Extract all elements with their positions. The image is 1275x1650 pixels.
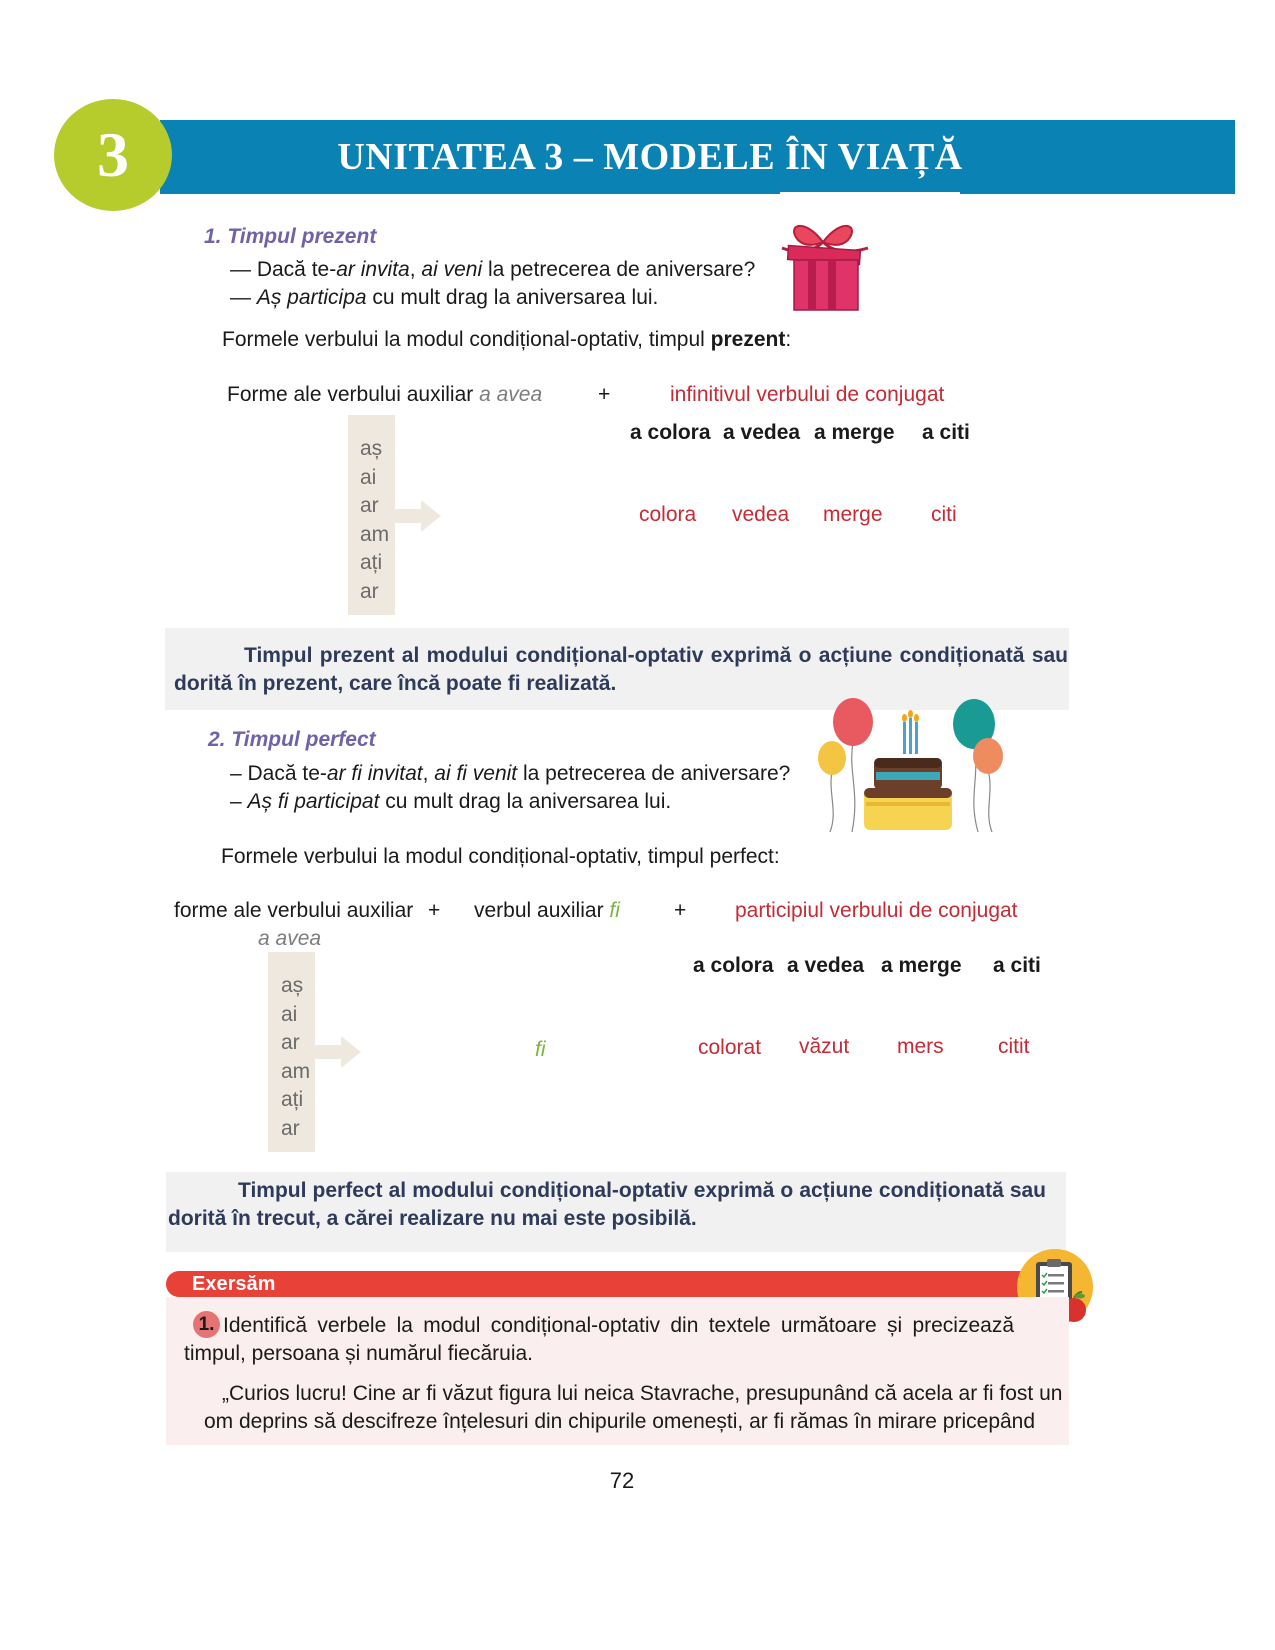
aux-form: ar: [281, 1116, 300, 1140]
dialog-verb: Aș participa: [256, 286, 367, 309]
present-form-citi: citi: [931, 503, 957, 526]
aux-form: ați: [360, 551, 383, 574]
present-verb-colora: a colora: [630, 421, 711, 444]
present-infinitive-label: infinitivul verbului de conjugat: [670, 383, 945, 406]
aux-form: ai: [281, 1002, 298, 1026]
present-dialog-line-1: [230, 258, 755, 282]
perfect-participle-label: participiul verbului de conjugat: [735, 899, 1018, 922]
perfect-verb-citi: a citi: [993, 954, 1041, 977]
exercise-task: Identifică verbele la modul condițional-optativ din textele următoare și precizează timpul, persoana și numărul fiecăruia.: [184, 1314, 1014, 1365]
dialog-dash: —: [230, 286, 257, 309]
perfect-dialog-line-2: [230, 790, 671, 814]
exercise-header-bar: [166, 1271, 1026, 1297]
perfect-fi-label: [474, 899, 620, 923]
dialog-comma: ,: [422, 762, 435, 785]
perfect-dialog-line-1: [230, 762, 790, 786]
unit-title: UNITATEA 3 – MODELE ÎN VIAȚĂ: [337, 136, 963, 178]
aux-form: ai: [360, 465, 377, 489]
aux-form: aș: [281, 974, 304, 997]
aux-verb: a avea: [479, 383, 543, 406]
present-form-merge: merge: [823, 503, 883, 526]
dialog-verb: ai fi venit: [434, 762, 518, 785]
arrow-right-icon: [395, 500, 443, 532]
page-number: 72: [609, 1468, 635, 1493]
present-form-vedea: vedea: [732, 503, 790, 526]
aux-label-text: Forme ale verbului auxiliar: [227, 383, 480, 406]
dialog-verb: ai veni: [421, 258, 483, 281]
exercise-title: Exersăm: [192, 1273, 276, 1295]
dialog-rest: cu mult drag la aniversarea lui.: [366, 286, 659, 309]
formula-intro-bold: prezent: [710, 328, 786, 351]
present-verb-vedea: a vedea: [723, 421, 801, 444]
dialog-dash: – Dacă te-: [230, 762, 327, 785]
present-verb-citi: a citi: [922, 421, 970, 444]
present-definition: Timpul prezent al modului condițional-optativ exprimă o acțiune condiționată sau dorită în prezent, care încă poate fi realizată.: [174, 644, 1068, 695]
perfect-plus-2: +: [674, 899, 687, 922]
dialog-dash: –: [230, 790, 248, 813]
perfect-form-citit: citit: [998, 1035, 1030, 1058]
perfect-verb-vedea: a vedea: [787, 954, 865, 977]
exercise-quote-line-2: om deprins să descifreze înțelesuri din chipurile omenești, ar fi rămas în mirare pricepând: [204, 1410, 1036, 1433]
exercise-number-badge: 1.: [193, 1311, 220, 1338]
perfect-fi-form: fi: [535, 1038, 546, 1061]
formula-intro-end: :: [785, 328, 792, 351]
present-aux-label: [227, 383, 542, 407]
arrow-right-icon: [315, 1036, 363, 1068]
birthday-cake-icon: [812, 692, 1012, 842]
perfect-form-vazut: văzut: [799, 1035, 850, 1058]
perfect-form-colorat: colorat: [698, 1036, 762, 1059]
present-aux-forms-column: [348, 415, 395, 615]
dialog-rest: la petrecerea de aniversare?: [482, 258, 756, 281]
dialog-rest: la petrecerea de aniversare?: [517, 762, 791, 785]
present-plus: +: [598, 383, 611, 406]
aux-form: ar: [360, 494, 379, 517]
perfect-form-mers: mers: [897, 1035, 944, 1058]
aux-form: am: [281, 1059, 311, 1083]
dialog-comma: ,: [409, 258, 422, 281]
perfect-formula-intro: Formele verbului la modul condițional-optativ, timpul perfect:: [221, 845, 780, 868]
unit-number: 3: [97, 119, 129, 190]
aux-form: aș: [360, 437, 383, 460]
present-formula-intro: [222, 328, 791, 352]
dialog-verb: Aș fi participat: [247, 790, 380, 813]
aux-form: ați: [281, 1088, 304, 1111]
aux-form: ar: [360, 579, 379, 603]
present-section-title: 1. Timpul prezent: [204, 225, 377, 248]
perfect-verb-merge: a merge: [881, 954, 962, 977]
fi-word: fi: [609, 899, 620, 922]
perfect-section-title: 2. Timpul perfect: [208, 728, 376, 751]
perfect-aux-verb: a avea: [258, 927, 322, 950]
present-verb-merge: a merge: [814, 421, 895, 444]
dialog-dash: — Dacă te-: [230, 258, 337, 281]
perfect-aux-forms-column: [268, 952, 315, 1152]
present-form-colora: colora: [639, 503, 697, 526]
perfect-plus-1: +: [428, 899, 441, 922]
present-dialog-line-2: [230, 286, 658, 310]
dialog-verb: ar invita: [336, 258, 410, 281]
perfect-definition: Timpul perfect al modului condițional-optativ exprimă o acțiune condiționată sau dorită în trecut, a cărei realizare nu mai este posibilă.: [168, 1179, 1046, 1230]
dialog-verb: ar fi invitat: [326, 762, 423, 785]
dialog-rest: cu mult drag la aniversarea lui.: [379, 790, 672, 813]
fi-label-text: verbul auxiliar: [474, 899, 610, 922]
formula-intro-text: Formele verbului la modul condițional-optativ, timpul: [222, 328, 711, 351]
gift-box-icon: [768, 208, 878, 316]
aux-form: am: [360, 522, 390, 546]
exercise-quote-line-1: „Curios lucru! Cine ar fi văzut figura lui neica Stavrache, presupunând că acela ar fi fost un: [222, 1382, 1063, 1405]
perfect-aux-label: forme ale verbului auxiliar: [174, 899, 414, 922]
aux-form: ar: [281, 1031, 300, 1054]
perfect-verb-colora: a colora: [693, 954, 774, 977]
